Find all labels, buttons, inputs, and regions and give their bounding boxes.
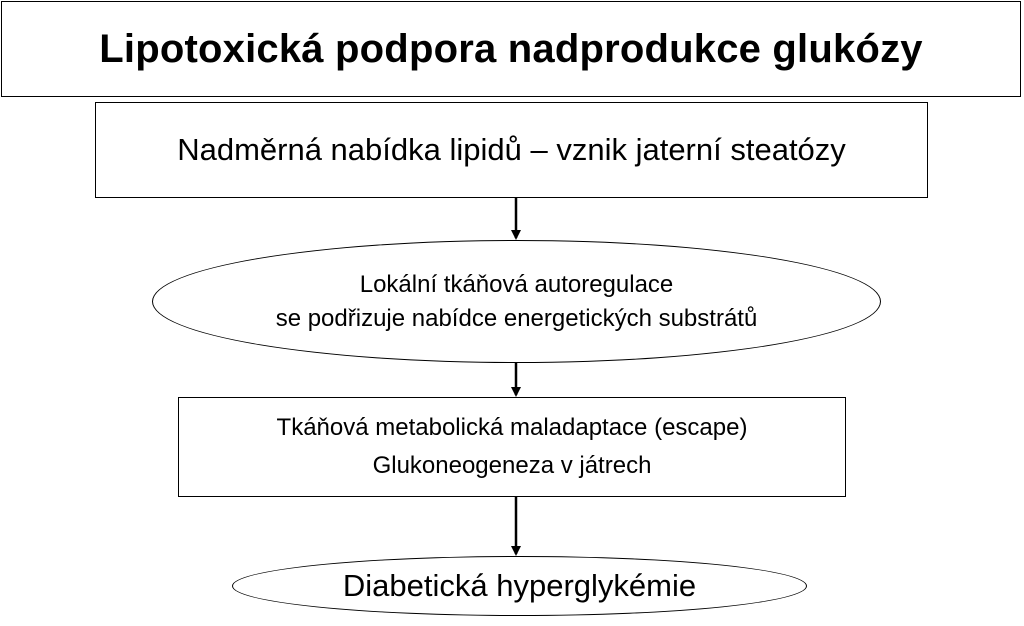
node-local-autoregulation-line2: se podřizuje nabídce energetických substrátů <box>275 304 758 332</box>
node-local-autoregulation <box>152 240 881 363</box>
node-diabetic-hyperglycemia-text: Diabetická hyperglykémie <box>342 568 697 603</box>
title-box <box>1 1 1021 97</box>
node-metabolic-maladaptation <box>178 397 846 497</box>
diagram-title: Lipotoxická podpora nadprodukce glukózy <box>99 26 923 71</box>
node-diabetic-hyperglycemia <box>232 556 807 616</box>
node-local-autoregulation-line1: Lokální tkáňová autoregulace <box>359 270 674 298</box>
node-metabolic-maladaptation-line2: Glukoneogeneza v játrech <box>372 452 652 479</box>
node-lipid-supply <box>95 102 928 198</box>
node-metabolic-maladaptation-line1: Tkáňová metabolická maladaptace (escape) <box>276 414 748 441</box>
node-lipid-supply-text: Nadměrná nabídka lipidů – vznik jaterní steatózy <box>177 132 846 167</box>
